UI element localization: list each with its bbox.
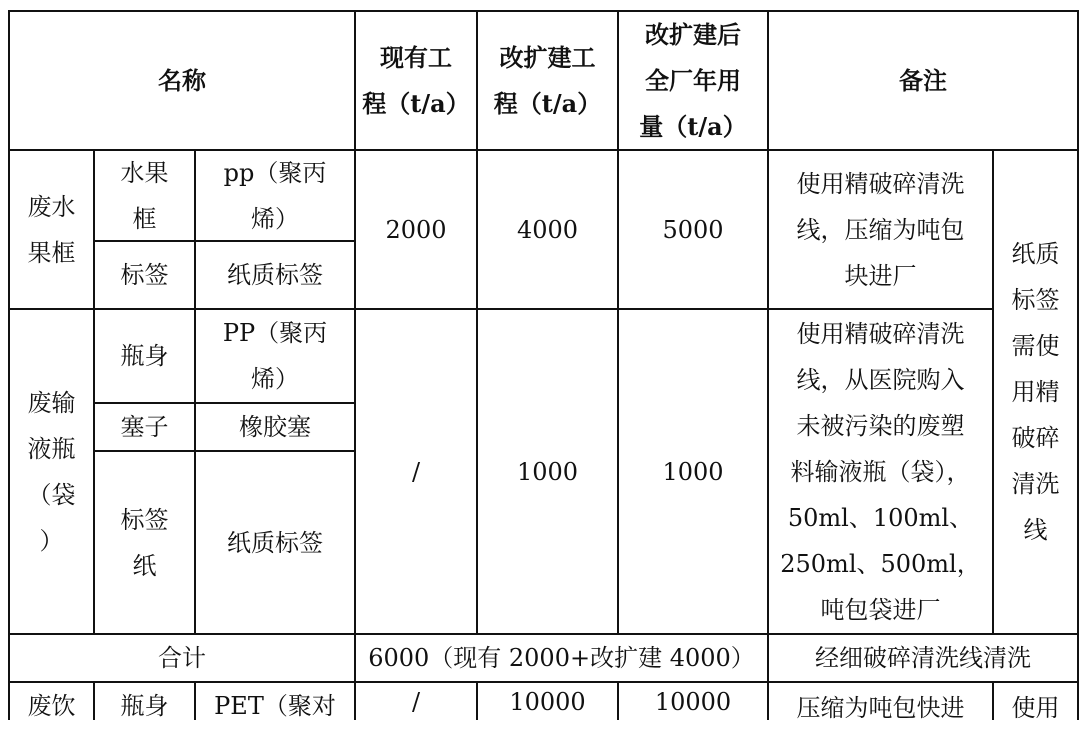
expansion-value: 4000 bbox=[516, 215, 579, 244]
subtotal-label: 合计 bbox=[158, 644, 206, 672]
expansion-value: 10000 bbox=[509, 687, 586, 716]
remark-cell: 使用精破碎清洗 线，从医院购入 未被污染的废塑 料输液瓶（袋）， 50ml、100ml、 250ml、500ml， 吨包袋进厂 bbox=[780, 319, 981, 624]
material-cell: 纸质标签 bbox=[227, 261, 323, 289]
part-cell: 标签 bbox=[120, 261, 169, 289]
rule bbox=[1077, 10, 1079, 720]
existing-value: 2000 bbox=[385, 215, 447, 244]
material-cell: PET（聚对 bbox=[214, 692, 336, 720]
material-cell: pp（聚丙 烯） bbox=[223, 158, 327, 233]
material-cell: 纸质标签 bbox=[227, 528, 323, 557]
part-cell: 水果 框 bbox=[120, 158, 169, 233]
side-remark-cell: 使用 bbox=[1011, 694, 1060, 722]
part-cell: 塞子 bbox=[120, 413, 169, 441]
category-cell: 废饮 bbox=[27, 692, 76, 720]
side-remark-cell: 纸质 标签 需使 用精 破碎 清洗 线 bbox=[1011, 240, 1060, 544]
material-cell: 橡胶塞 bbox=[239, 413, 311, 441]
header-remark: 备注 bbox=[899, 65, 947, 95]
total-value: 10000 bbox=[654, 687, 732, 716]
remark-cell: 使用精破碎清洗 线，压缩为吨包 块进厂 bbox=[796, 169, 965, 290]
header-existing: 现有工 程（t/a） bbox=[362, 42, 470, 118]
total-value: 1000 bbox=[662, 457, 724, 486]
material-cell: PP（聚丙 烯） bbox=[222, 319, 328, 393]
category-cell: 废水 果框 bbox=[27, 192, 76, 267]
total-value: 5000 bbox=[662, 215, 724, 244]
header-total: 改扩建后 全厂年用 量（t/a） bbox=[639, 19, 747, 141]
part-cell: 瓶身 bbox=[120, 692, 169, 720]
remark-cell: 压缩为吨包快进 bbox=[796, 694, 965, 722]
subtotal-remark: 经细破碎清洗线清洗 bbox=[815, 644, 1031, 672]
category-cell: 废输 液瓶 （袋 ） bbox=[27, 388, 76, 555]
part-cell: 标签 纸 bbox=[120, 505, 169, 580]
header-expansion: 改扩建工 程（t/a） bbox=[493, 42, 602, 118]
part-cell: 瓶身 bbox=[120, 342, 169, 370]
existing-value: / bbox=[411, 687, 421, 716]
expansion-value: 1000 bbox=[516, 457, 579, 486]
existing-value: / bbox=[411, 457, 421, 486]
subtotal-value: 6000（现有 2000+改扩建 4000） bbox=[368, 644, 755, 672]
header-name: 名称 bbox=[158, 65, 206, 95]
